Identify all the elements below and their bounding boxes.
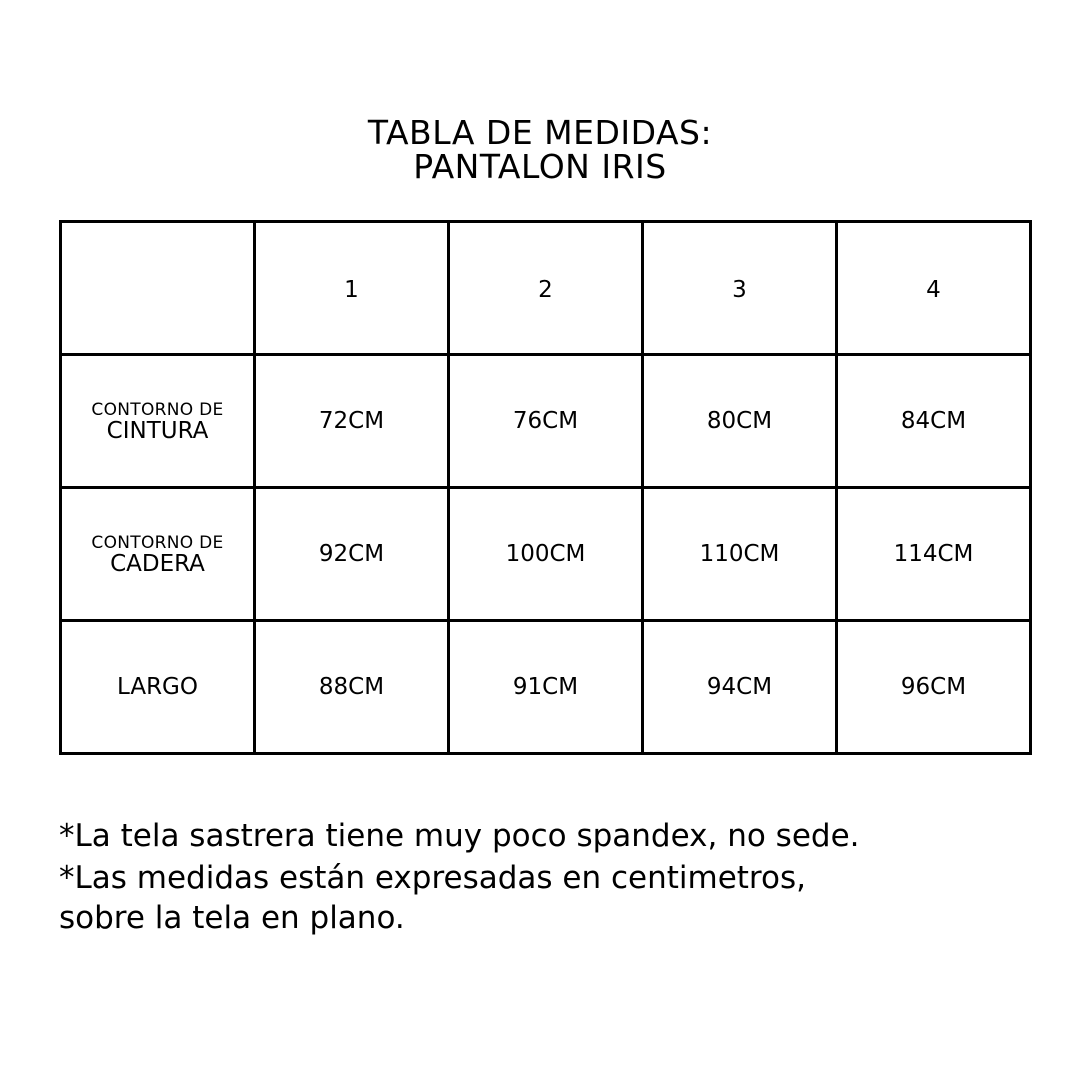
title-line-2: PANTALON IRIS	[413, 147, 667, 186]
note-fabric: *La tela sastrera tiene muy poco spandex, no sede.	[59, 818, 860, 854]
table-cell: 96CM	[837, 621, 1031, 754]
title-line-1: TABLA DE MEDIDAS:	[367, 113, 713, 152]
table-cell: 80CM	[643, 355, 837, 488]
size-header-1: 1	[255, 222, 449, 355]
table-cell: 94CM	[643, 621, 837, 754]
row-label-cadera	[61, 488, 255, 621]
table-row-cadera	[61, 488, 1031, 621]
empty-corner-cell	[61, 222, 255, 355]
row-label-bottom: CINTURA	[106, 418, 209, 444]
note-units-line-2: sobre la tela en plano.	[59, 900, 405, 936]
size-header-4: 4	[837, 222, 1031, 355]
row-label-top: CONTORNO DE	[91, 533, 224, 553]
size-header-2: 2	[449, 222, 643, 355]
table-row-cintura	[61, 355, 1031, 488]
table-row-largo	[61, 621, 1031, 754]
notes	[59, 814, 1039, 938]
table-cell: 92CM	[255, 488, 449, 621]
size-table	[59, 220, 1032, 755]
note-units-line-1: *Las medidas están expresadas en centimetros,	[59, 860, 806, 896]
row-label-bottom: CADERA	[110, 551, 205, 577]
table-cell: 72CM	[255, 355, 449, 488]
table-cell: 110CM	[643, 488, 837, 621]
table-cell: 114CM	[837, 488, 1031, 621]
table-cell: 84CM	[837, 355, 1031, 488]
size-header-3: 3	[643, 222, 837, 355]
table-cell: 100CM	[449, 488, 643, 621]
row-label-cintura	[61, 355, 255, 488]
table-cell: 88CM	[255, 621, 449, 754]
table-cell: 76CM	[449, 355, 643, 488]
row-label-largo: LARGO	[61, 621, 255, 754]
size-header-row	[61, 222, 1031, 355]
row-label-top: CONTORNO DE	[91, 400, 224, 420]
table-cell: 91CM	[449, 621, 643, 754]
